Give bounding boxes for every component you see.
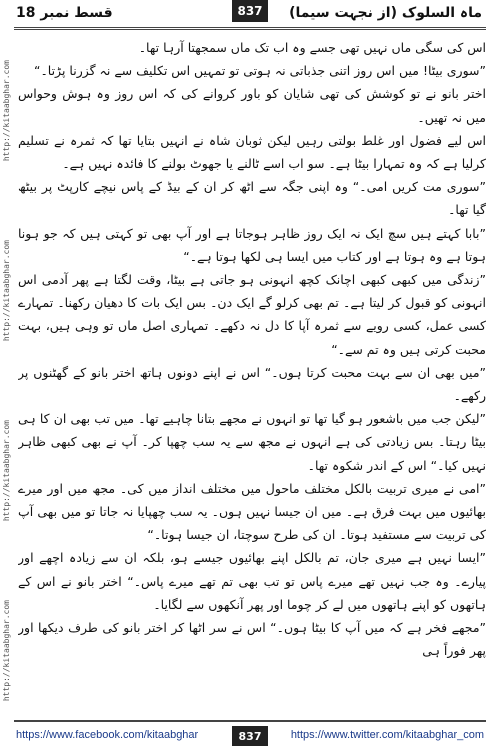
paragraph: ”لیکن جب میں باشعور ہو گیا تھا تو انہوں نے مجھے بتانا چاہیے تھا۔ میں تب بھی ان کا ہی بیٹا رہتا۔ بس زیادتی کی ہے انہوں نے مجھ سے یہ سب چھپا کر۔ آپ نے بھی کبھی ظاہر نہیں کیا۔“ اس کے اندر شکوہ تھا۔	[18, 411, 486, 473]
paragraph: اس کی سگی ماں نہیں تھی جسے وہ اب تک ماں سمجھتا آرہا تھا۔	[138, 40, 486, 55]
page-footer	[14, 720, 486, 750]
watermark-text: http://kitaabghar.com	[2, 240, 11, 342]
story-text	[18, 36, 486, 720]
paragraph: ”مجھے فخر ہے کہ میں آپ کا بیٹا ہوں۔“ اس نے سر اٹھا کر اختر بانو کی طرف دیکھا اور پھر فوراً ہی	[18, 620, 486, 659]
paragraph: ”میں بھی ان سے بہت محبت کرتا ہوں۔“ اس نے اپنے دونوں ہاتھ اختر بانو کے گھٹنوں پر رکھے۔	[18, 364, 486, 404]
paragraph: ”بابا کہتے ہیں سچ ایک نہ ایک روز ظاہر ہوجاتا ہے اور آپ بھی تو کہتی ہیں کہ جو ہونا ہوتا ہے وہ ہوتا ہے اور کتاب میں ایسا ہی لکھا ہوتا ہے۔“	[18, 225, 486, 264]
paragraph: ”سوری بیٹا! میں اس روز اتنی جذباتی نہ ہوتی تو تمہیں اس تکلیف سے نہ گزرنا پڑتا۔“	[33, 63, 486, 79]
episode-label: قسط نمبر 18	[16, 5, 113, 21]
watermark-text: http://kitaabghar.com	[2, 60, 11, 162]
facebook-link[interactable]: https://www.facebook.com/kitaabghar	[16, 729, 199, 741]
paragraph: ”سوری مت کریں امی۔“ وہ اپنی جگہ سے اٹھ کر ان کے بیڈ کے پاس نیچے کارپٹ پر بیٹھ گیا تھا۔	[18, 179, 486, 218]
header-page-number: 837	[232, 0, 268, 22]
paragraph: ”ایسا نہیں ہے میری جان، تم بالکل اپنے بھائیوں جیسے ہو، بلکہ ان سے زیادہ اچھے اور پیارے۔ وہ جب نہیں تھے میرے پاس تو تب بھی تم تھے میرے پاس۔“ اختر بانو نے اس کے ہاتھوں کو اپنے ہاتھوں میں لے کر چوما اور پھر آنکھوں سے لگایا۔	[18, 550, 486, 612]
paragraph: اس لیے فضول اور غلط بولتی رہیں لیکن ثوبان شاہ نے انہیں بتایا تھا کہ ثمرہ نے تسلیم کرلیا ہے کہ وہ تمہارا بیٹا ہے۔ سو اب اسے ٹالنے یا جھوٹ بولنے کا فائدہ نہیں ہے۔	[18, 132, 486, 172]
paragraph: ”امی نے میری تربیت بالکل مختلف ماحول میں مختلف انداز میں کی۔ مجھ میں اور میرے بھائیوں میں بہت فرق ہے۔ میں ان جیسا نہیں ہوں۔ یہ سب چھپایا نہ جاتا تو میں بھی آپ کی تربیت سے مستفید ہوتا۔ ان کی طرح سوچتا، ان جیسا ہوتا۔“	[18, 480, 486, 543]
paragraph: اختر بانو نے تو کوشش کی تھی شایان کو باور کروانے کی کہ اس روز وہ ہوش وحواس میں نہ تھیں۔	[18, 86, 486, 125]
watermark-column	[2, 40, 16, 720]
watermark-text: http://kitaabghar.com	[2, 420, 11, 522]
watermark-text: http://kitaabghar.com	[2, 600, 11, 702]
twitter-link[interactable]: https://www.twitter.com/kitaabghar_com	[290, 729, 484, 741]
footer-page-number: 837	[232, 726, 268, 746]
serial-title: ماہ السلوک (از نجہت سیما)	[289, 5, 482, 21]
paragraph: ”زندگی میں کبھی کبھی اچانک کچھ انہونی ہو جاتی ہے بیٹا، وقت لگتا ہے پھر آدمی اس انہونی کو قبول کر لیتا ہے۔ تم بھی کرلو گے ایک دن۔ بس ایک بات کا دھیان رکھنا۔ تمہارے کسی عمل، کسی رویے سے ثمرہ آپا کا دل نہ دکھے۔ تمہاری اصل ماں تو وہی ہیں، بہت محبت کرتی ہیں وہ تم سے۔“	[18, 272, 486, 357]
